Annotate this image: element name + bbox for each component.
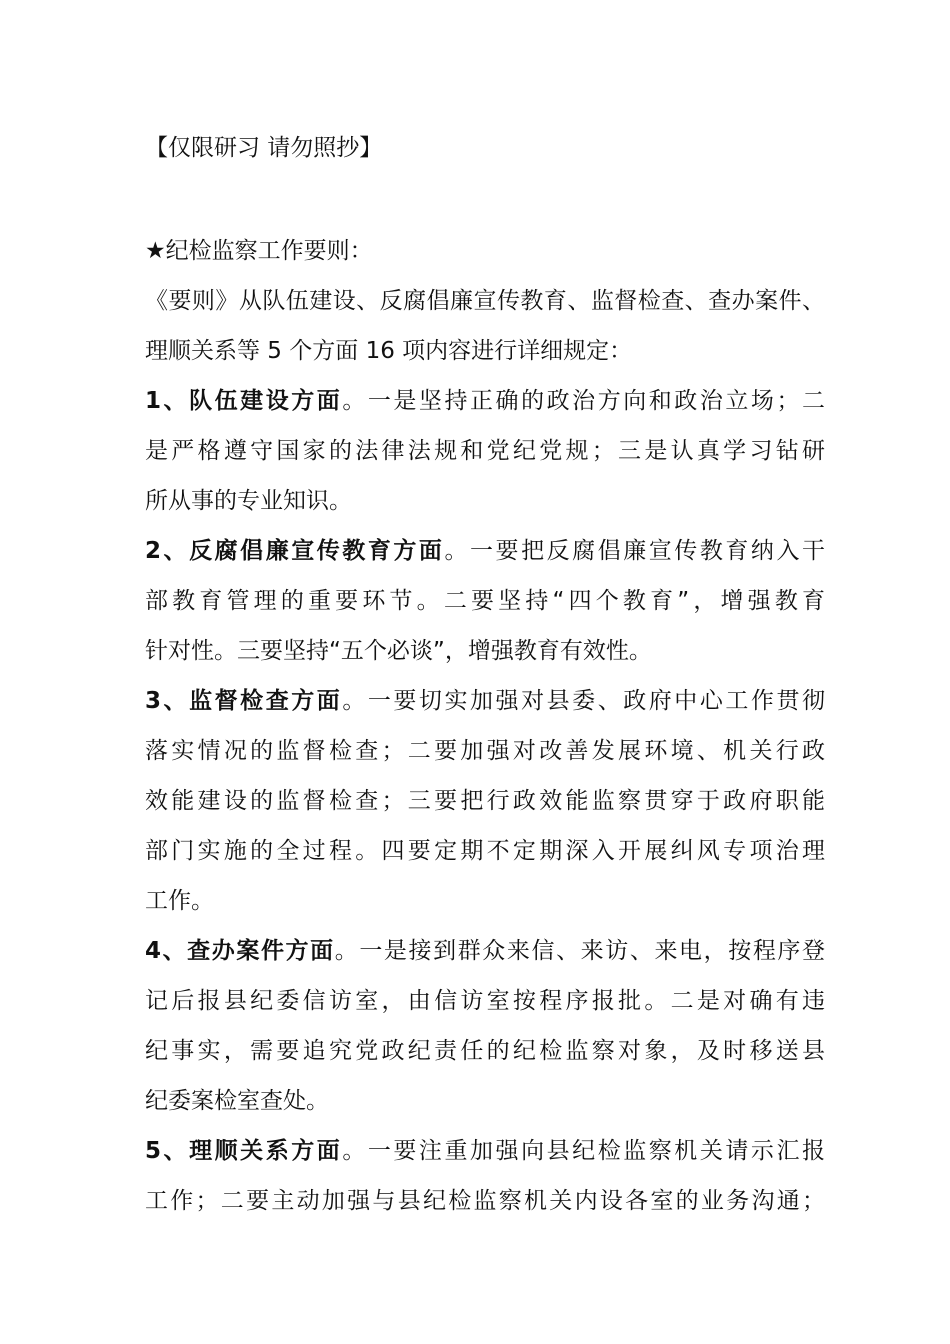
section-2-line-3: 针对性。三要坚持“五个必谈”，增强教育有效性。 xyxy=(145,638,652,664)
section-3-line-4: 部门实施的全过程。四要定期不定期深入开展纠风专项治理 xyxy=(145,838,825,864)
section-3-line-3: 效能建设的监督检查；三要把行政效能监察贯穿于政府职能 xyxy=(145,788,825,814)
notice-banner: 【仅限研习 请勿照抄】 xyxy=(145,135,383,161)
section-1-text: 。一是坚持正确的政治方向和政治立场；二 xyxy=(342,388,825,414)
section-3-line-2: 落实情况的监督检查；二要加强对改善发展环境、机关行政 xyxy=(145,738,825,764)
section-5-line-1 xyxy=(145,1126,825,1176)
section-5-line-2: 工作；二要主动加强与县纪检监察机关内设各室的业务沟通； xyxy=(145,1188,825,1214)
section-4-title: 4、查办案件方面 xyxy=(145,938,335,964)
document-body xyxy=(145,226,825,1226)
section-5-text: 。一要注重加强向县纪检监察机关请示汇报 xyxy=(342,1138,825,1164)
section-1-line-1 xyxy=(145,376,825,426)
section-3-text: 。一要切实加强对县委、政府中心工作贯彻 xyxy=(342,688,825,714)
section-1-title: 1、队伍建设方面 xyxy=(145,388,343,414)
section-1-line-3: 所从事的专业知识。 xyxy=(145,488,352,514)
section-4-line-3: 纪事实，需要追究党政纪责任的纪检监察对象，及时移送县 xyxy=(145,1038,825,1064)
section-4-line-2: 记后报县纪委信访室，由信访室按程序报批。二是对确有违 xyxy=(145,988,825,1014)
intro-line-1: 《要则》从队伍建设、反腐倡廉宣传教育、监督检查、查办案件、 xyxy=(145,288,825,314)
section-2-text: 。一要把反腐倡廉宣传教育纳入干 xyxy=(444,538,825,564)
section-2-title: 2、反腐倡廉宣传教育方面 xyxy=(145,538,445,564)
section-3-line-5: 工作。 xyxy=(145,888,214,914)
section-1-line-2: 是严格遵守国家的法律法规和党纪党规；三是认真学习钻研 xyxy=(145,438,825,464)
section-4-text: 。一是接到群众来信、来访、来电，按程序登 xyxy=(334,938,825,964)
section-2-line-1 xyxy=(145,526,825,576)
section-3-title: 3、监督检查方面 xyxy=(145,688,343,714)
section-3-line-1 xyxy=(145,676,825,726)
section-heading: ★纪检监察工作要则： xyxy=(145,238,373,264)
section-4-line-1 xyxy=(145,926,825,976)
section-2-line-2: 部教育管理的重要环节。二要坚持“四个教育”，增强教育 xyxy=(145,588,825,614)
intro-line-2: 理顺关系等 5 个方面 16 项内容进行详细规定： xyxy=(145,338,633,364)
section-5-title: 5、理顺关系方面 xyxy=(145,1138,343,1164)
section-4-line-4: 纪委案检室查处。 xyxy=(145,1088,329,1114)
